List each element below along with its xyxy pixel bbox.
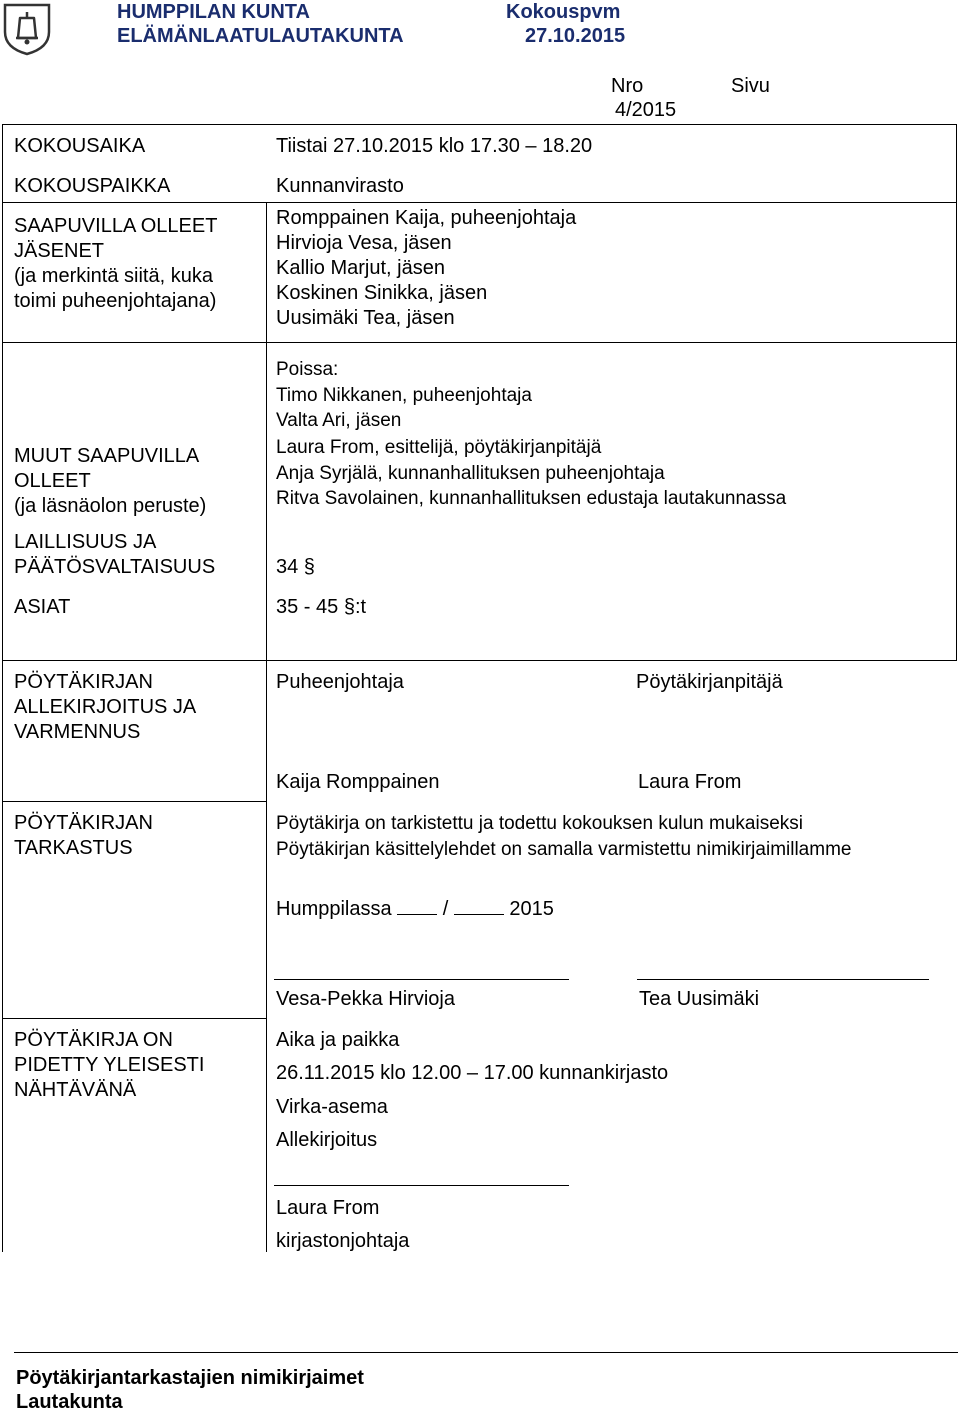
meeting-date: 27.10.2015 (525, 25, 626, 47)
legality-label: LAILLISUUS JA PÄÄTÖSVALTAISUUS (14, 531, 216, 578)
day-blank (397, 896, 437, 915)
rule-top (2, 124, 957, 125)
review-place-date (276, 896, 554, 922)
committee-name: ELÄMÄNLAATULAUTAKUNTA (117, 25, 404, 47)
others-list (276, 435, 786, 512)
rule-after-place (2, 202, 957, 203)
reviewer1-name: Vesa-Pekka Hirvioja (276, 988, 455, 1010)
rule-middle (266, 202, 267, 1252)
signer-title: kirjastonjohtaja (276, 1230, 410, 1252)
time-place: 26.11.2015 klo 12.00 – 17.00 kunnankirjasto (276, 1062, 669, 1084)
meeting-date-label: Kokouspvm (506, 1, 621, 23)
legality-value: 34 § (276, 556, 315, 578)
municipality-logo (2, 2, 52, 56)
review-label: PÖYTÄKIRJAN TARKASTUS (14, 812, 153, 859)
rule-after-review (2, 1018, 267, 1019)
reviewer2-name: Tea Uusimäki (639, 988, 760, 1010)
signature-label: Allekirjoitus (276, 1129, 378, 1151)
page-label: Sivu (731, 75, 770, 97)
signing-label: PÖYTÄKIRJAN ALLEKIRJOITUS JA VARMENNUS (14, 671, 197, 743)
review-place: Humppilassa (276, 898, 392, 920)
members-label: SAAPUVILLA OLLEET JÄSENET (ja merkintä siitä, kuka toimi puheenjohtajana) (14, 215, 218, 312)
secretary-name: Laura From (638, 771, 742, 793)
meeting-time-label: KOKOUSAIKA (14, 135, 146, 157)
chair-name: Kaija Romppainen (276, 771, 440, 793)
rule-left (2, 124, 3, 1252)
list-item: Anja Syrjälä, kunnanhallituksen puheenjohtaja (276, 462, 665, 484)
nro-value: 4/2015 (615, 99, 677, 121)
signer-name: Laura From (276, 1197, 380, 1219)
absent-title: Poissa: (276, 359, 339, 380)
date-slash: / (442, 898, 449, 920)
chair-title: Puheenjohtaja (276, 671, 404, 693)
list-item: Uusimäki Tea, jäsen (276, 307, 455, 329)
matters-label: ASIAT (14, 596, 71, 618)
others-label: MUUT SAAPUVILLA OLLEET (ja läsnäolon peruste) (14, 445, 207, 517)
matters-value: 35 - 45 §:t (276, 596, 367, 618)
rule-after-matters (2, 660, 957, 661)
list-item: Kallio Marjut, jäsen (276, 257, 445, 279)
position-label: Virka-asema (276, 1096, 388, 1118)
reviewer2-signature-line (637, 979, 929, 980)
absent-list (276, 357, 532, 434)
rule-after-members (2, 342, 957, 343)
rule-after-signing (2, 801, 267, 802)
meeting-place: Kunnanvirasto (276, 175, 404, 197)
list-item: Hirvioja Vesa, jäsen (276, 232, 452, 254)
secretary-title: Pöytäkirjanpitäjä (636, 671, 783, 693)
public-label: PÖYTÄKIRJA ON PIDETTY YLEISESTI NÄHTÄVÄNÄ (14, 1029, 205, 1101)
members-list (276, 206, 576, 331)
public-signature-line (274, 1185, 569, 1186)
review-year: 2015 (509, 898, 554, 920)
review-text: Pöytäkirja on tarkistettu ja todettu kokouksen kulun mukaiseksi Pöytäkirjan käsittelylehdet on samalla varmistettu nimikirjaimillamme (276, 813, 852, 860)
meeting-time: Tiistai 27.10.2015 klo 17.30 – 18.20 (276, 135, 593, 157)
list-item: Laura From, esittelijä, pöytäkirjanpitäjä (276, 437, 602, 458)
rule-right (956, 124, 957, 660)
meeting-place-label: KOKOUSPAIKKA (14, 175, 171, 197)
list-item: Timo Nikkanen, puheenjohtaja (276, 384, 532, 406)
month-blank (454, 896, 504, 915)
municipality-name: HUMPPILAN KUNTA (117, 1, 310, 23)
list-item: Romppainen Kaija, puheenjohtaja (276, 207, 577, 229)
list-item: Valta Ari, jäsen (276, 410, 402, 431)
list-item: Koskinen Sinikka, jäsen (276, 282, 488, 304)
footer-rule (14, 1352, 958, 1353)
footer-initials: Pöytäkirjantarkastajien nimikirjaimet (16, 1367, 364, 1389)
time-place-label: Aika ja paikka (276, 1029, 400, 1051)
footer-committee: Lautakunta (16, 1391, 123, 1413)
nro-label: Nro (611, 75, 644, 97)
reviewer1-signature-line (274, 979, 569, 980)
list-item: Ritva Savolainen, kunnanhallituksen edustaja lautakunnassa (276, 488, 787, 509)
